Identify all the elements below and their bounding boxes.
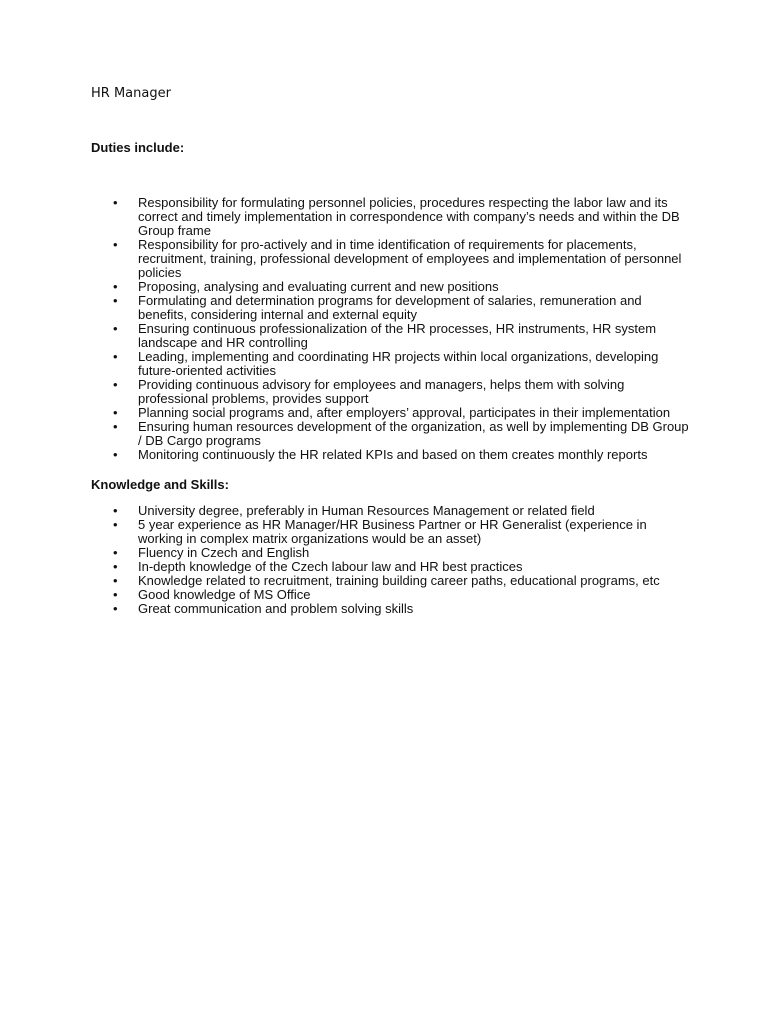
list-item: • Fluency in Czech and English (91, 546, 691, 560)
list-item: • Formulating and determination programs for development of salaries, remuneration and benefits, considering internal and external equity (91, 294, 691, 322)
list-item: • Ensuring continuous professionalization of the HR processes, HR instruments, HR system landscape and HR controlling (91, 322, 691, 350)
list-item: • Knowledge related to recruitment, training building career paths, educational programs, etc (91, 574, 691, 588)
list-item: • Responsibility for formulating personnel policies, procedures respecting the labor law and its correct and timely implementation in correspondence with company’s needs and within the DB Group frame (91, 196, 691, 238)
duties-heading: Duties include: (91, 140, 185, 155)
list-item: • Responsibility for pro-actively and in time identification of requirements for placements, recruitment, training, professional development of employees and implementation of personnel policies (91, 238, 691, 280)
skills-list (91, 504, 691, 616)
list-item: • In-depth knowledge of the Czech labour law and HR best practices (91, 560, 691, 574)
list-item: • Good knowledge of MS Office (91, 588, 691, 602)
duties-list (91, 196, 691, 462)
list-item: • Planning social programs and, after employers’ approval, participates in their implementation (91, 406, 691, 420)
list-item: • Providing continuous advisory for employees and managers, helps them with solving professional problems, provides support (91, 378, 691, 406)
skills-heading: Knowledge and Skills: (91, 477, 229, 492)
list-item: • Ensuring human resources development of the organization, as well by implementing DB Group / DB Cargo programs (91, 420, 691, 448)
list-item: • Monitoring continuously the HR related KPIs and based on them creates monthly reports (91, 448, 691, 462)
list-item: • 5 year experience as HR Manager/HR Business Partner or HR Generalist (experience in working in complex matrix organizations would be an asset) (91, 518, 691, 546)
document-title: HR Manager (91, 86, 171, 101)
list-item: • University degree, preferably in Human Resources Management or related field (91, 504, 691, 518)
list-item: • Great communication and problem solving skills (91, 602, 691, 616)
list-item: • Leading, implementing and coordinating HR projects within local organizations, developing future-oriented activities (91, 350, 691, 378)
list-item: • Proposing, analysing and evaluating current and new positions (91, 280, 691, 294)
